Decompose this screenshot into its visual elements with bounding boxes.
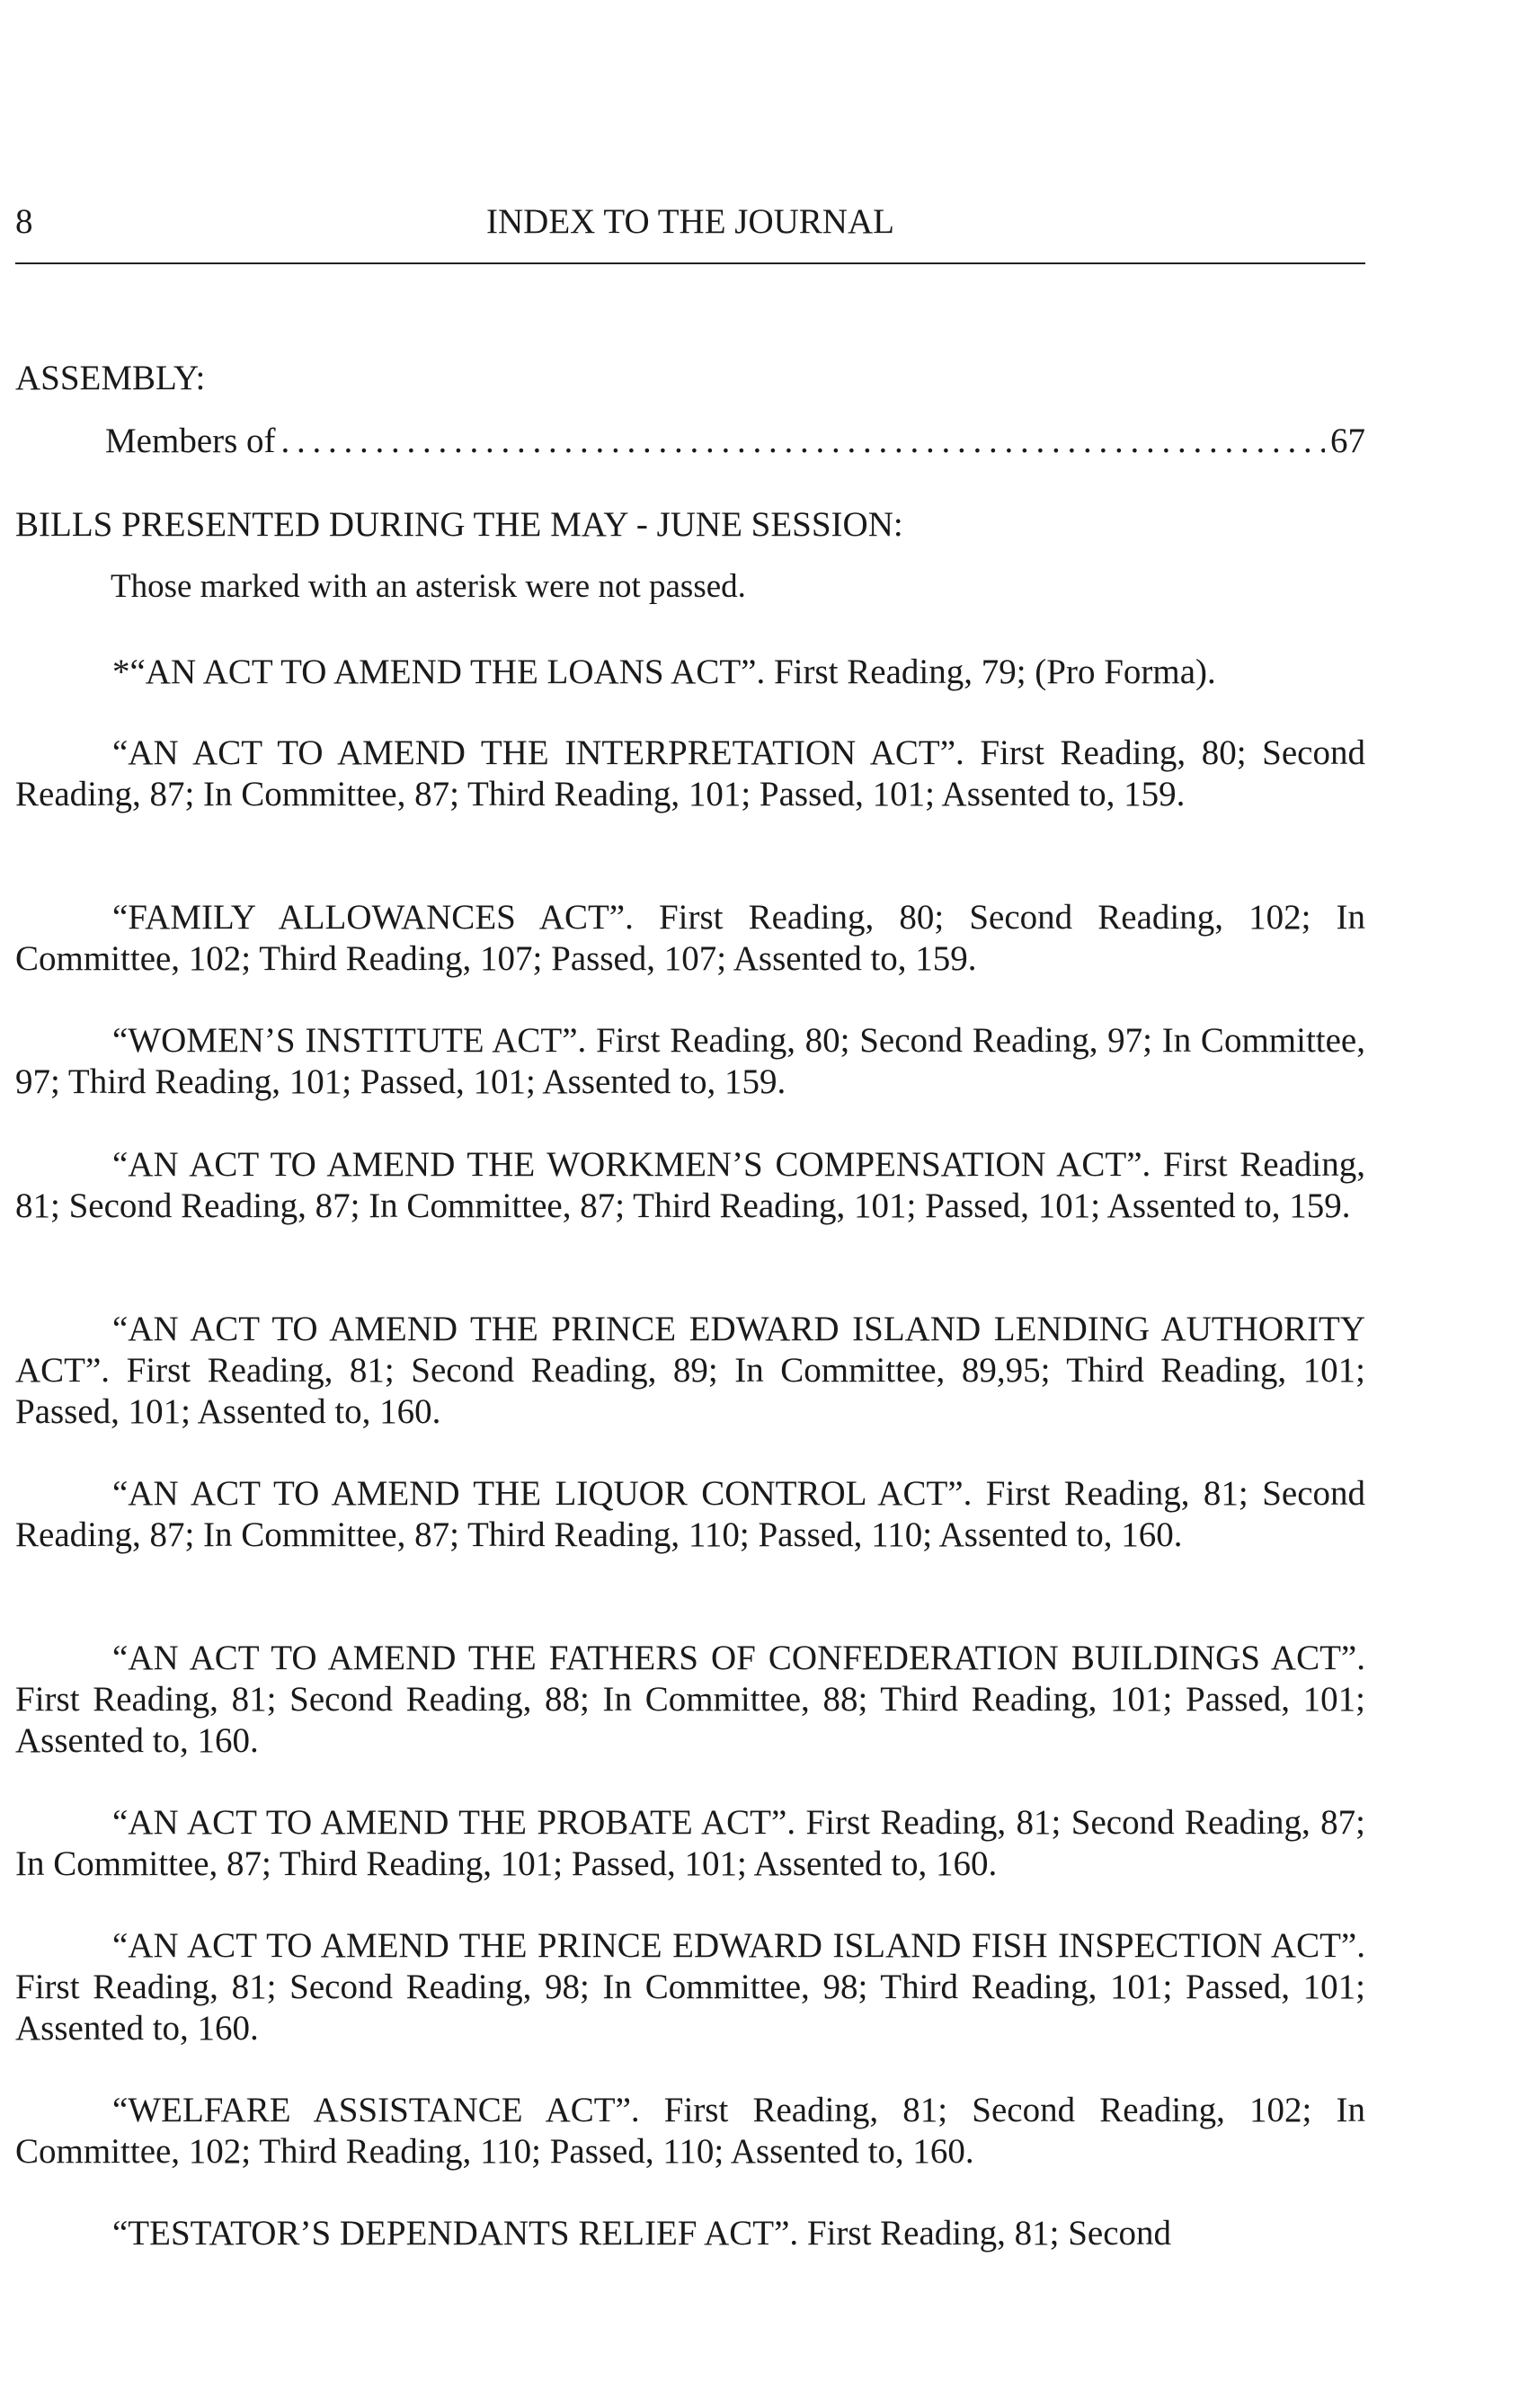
header-rule bbox=[15, 262, 1365, 264]
bill-entry: “AN ACT TO AMEND THE FATHERS OF CONFEDERATION BUILDINGS ACT”. First Reading, 81; Second Reading, 88; In Committee, 88; Third Reading, 101; Passed, 101; Assented to, 160. bbox=[15, 1639, 1365, 1760]
page-number: 8 bbox=[15, 202, 33, 241]
bill-entry: “TESTATOR’S DEPENDANTS RELIEF ACT”. First Reading, 81; Second bbox=[112, 2214, 1172, 2253]
bill-entry: “AN ACT TO AMEND THE PRINCE EDWARD ISLAND LENDING AUTHORITY ACT”. First Reading, 81; Second Reading, 89; In Committee, 89,95; Third Reading, 101; Passed, 101; Assented to, 160. bbox=[15, 1310, 1365, 1431]
bill-entry: “AN ACT TO AMEND THE PROBATE ACT”. First Reading, 81; Second Reading, 87; In Committee, 87; Third Reading, 101; Passed, 101; Assented to, 160. bbox=[15, 1803, 1365, 1883]
bill-entry: “AN ACT TO AMEND THE INTERPRETATION ACT”. First Reading, 80; Second Reading, 87; In Committee, 87; Third Reading, 101; Passed, 101; Assented to, 159. bbox=[15, 733, 1365, 813]
bill-entry: “AN ACT TO AMEND THE PRINCE EDWARD ISLAND FISH INSPECTION ACT”. First Reading, 81; Second Reading, 98; In Committee, 98; Third Reading, 101; Passed, 101; Assented to, 160. bbox=[15, 1926, 1365, 2048]
bill-entry: “WOMEN’S INSTITUTE ACT”. First Reading, 80; Second Reading, 97; In Committee, 97; Third Reading, 101; Passed, 101; Assented to, 159. bbox=[15, 1021, 1365, 1101]
bill-entry: “AN ACT TO AMEND THE WORKMEN’S COMPENSATION ACT”. First Reading, 81; Second Reading, 87; In Committee, 87; Third Reading, 101; Passed, 101; Assented to, 159. bbox=[15, 1145, 1365, 1225]
dot-leader bbox=[281, 421, 1325, 462]
bill-entry: *“AN ACT TO AMEND THE LOANS ACT”. First Reading, 79; (Pro Forma). bbox=[112, 653, 1216, 691]
assembly-heading: ASSEMBLY: bbox=[15, 359, 206, 397]
page-header bbox=[15, 200, 1365, 244]
bills-heading: BILLS PRESENTED DURING THE MAY - JUNE SESSION: bbox=[15, 505, 903, 544]
members-of-label: Members of bbox=[105, 422, 276, 460]
bill-entry: “FAMILY ALLOWANCES ACT”. First Reading, 80; Second Reading, 102; In Committee, 102; Third Reading, 107; Passed, 107; Assented to, 159. bbox=[15, 898, 1365, 978]
bill-entry: “AN ACT TO AMEND THE LIQUOR CONTROL ACT”. First Reading, 81; Second Reading, 87; In Committee, 87; Third Reading, 110; Passed, 110; Assented to, 160. bbox=[15, 1474, 1365, 1554]
asterisk-note: Those marked with an asterisk were not passed. bbox=[111, 568, 746, 605]
running-head: INDEX TO THE JOURNAL bbox=[486, 202, 894, 241]
members-of-page: 67 bbox=[1330, 422, 1365, 460]
members-of-entry bbox=[105, 421, 1365, 462]
bill-entry: “WELFARE ASSISTANCE ACT”. First Reading, 81; Second Reading, 102; In Committee, 102; Third Reading, 110; Passed, 110; Assented to, 160. bbox=[15, 2091, 1365, 2171]
